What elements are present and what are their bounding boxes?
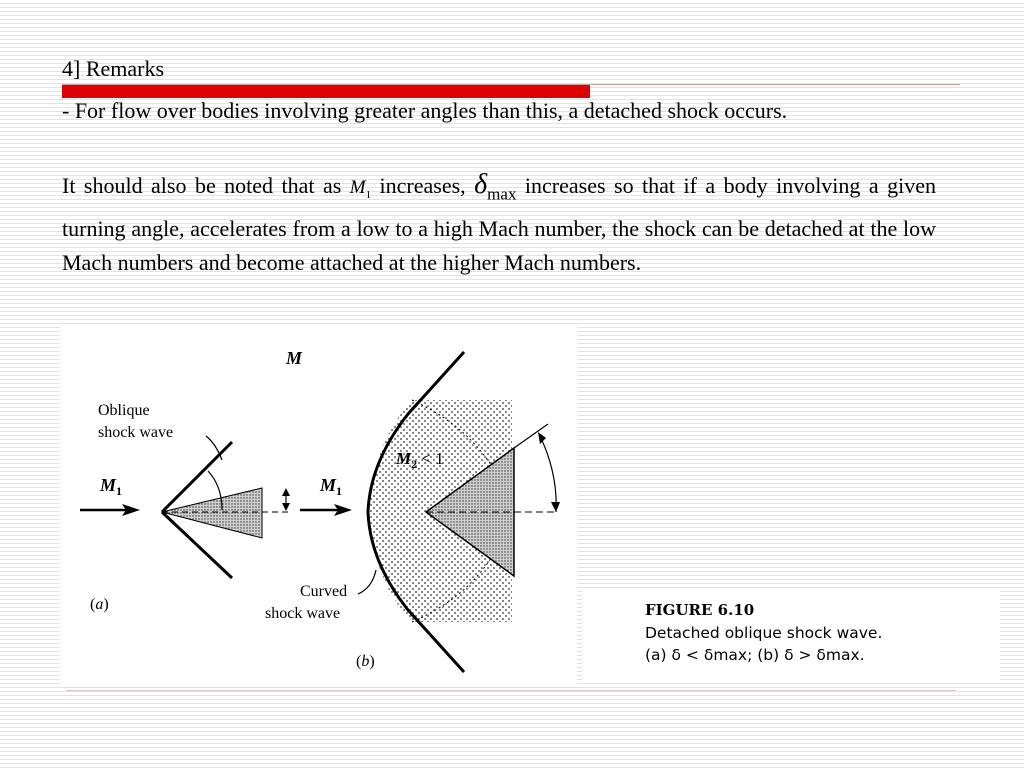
panel-a xyxy=(80,402,292,613)
m-label: M xyxy=(286,348,303,368)
curved-leader-line xyxy=(358,570,376,594)
caption-conditions: (a) δ < δmax; (b) δ > δmax. xyxy=(645,646,865,664)
bottom-divider xyxy=(66,690,956,691)
figure-caption xyxy=(582,590,1000,682)
curved-label-line1: Curved xyxy=(300,583,348,600)
panel-a-label: (a) xyxy=(90,596,109,613)
curved-label-line2: shock wave xyxy=(265,605,341,622)
delta-arrow-up xyxy=(282,488,290,496)
para2-text-b: increases, xyxy=(371,173,475,198)
remark-paragraph-2 xyxy=(62,169,936,280)
shock-diagram xyxy=(60,326,577,686)
m1-label-a: $M_1$ xyxy=(100,475,123,498)
delta-arrow-down xyxy=(282,503,290,511)
para2-text-a: It should also be noted that as xyxy=(62,173,350,198)
caption-description: Detached oblique shock wave. xyxy=(645,624,883,642)
para2-text-c: increases so that if a body involving a given turning angle, accelerates from a low to a high Mach number, the shock can be detached at the low Mach numbers and become attached at the higher Mach numbers. xyxy=(62,173,936,275)
panel-b xyxy=(265,348,577,672)
shock-wave-figure xyxy=(60,326,577,686)
oblique-label-line1: Oblique xyxy=(98,402,150,419)
delta-max-symbol: $\delta_{max}$ xyxy=(474,169,517,204)
remark-paragraph-1: - For flow over bodies involving greater angles than this, a detached shock occurs. xyxy=(62,98,788,123)
oblique-label-line2: shock wave xyxy=(98,424,174,441)
m2-label: $M_2 < 1$ xyxy=(396,449,444,471)
mach-symbol: $M_1$ xyxy=(349,177,372,201)
caption-title: FIGURE 6.10 xyxy=(645,601,755,619)
m1-label-b: $M_1$ xyxy=(320,475,343,498)
region-mask xyxy=(512,400,577,624)
panel-b-label: (b) xyxy=(356,653,375,670)
slide-title: 4] Remarks xyxy=(62,56,165,81)
